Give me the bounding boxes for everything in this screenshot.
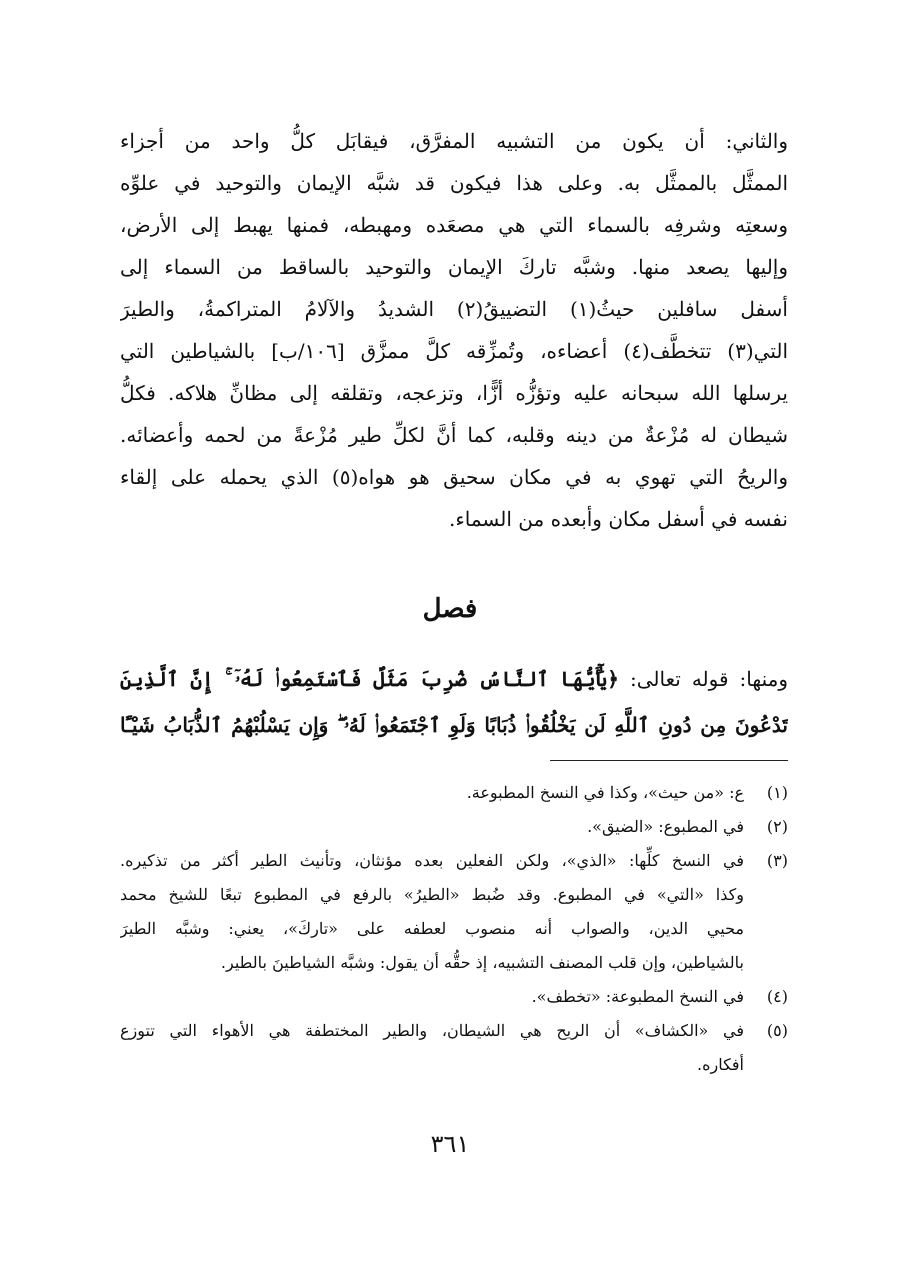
- footnote-number: (٤): [766, 987, 788, 1006]
- footnote-text: بالشياطين، وإن قلب المصنف التشبيه، إذ حقُّه أن يقول: وشبَّه الشياطينَ بالطير.: [220, 953, 744, 972]
- section-heading: فصل: [422, 594, 478, 624]
- footnote: [120, 844, 788, 980]
- footnote-text: وكذا «التي» في المطبوع. وقد ضُبط «الطيرُ» بالرفع في المطبوع تبعًا للشيخ محمد: [120, 885, 744, 904]
- text-line: وسعتِه وشرفِه بالسماء التي هي مصعَده ومهبطه، فمنها يهبط إلى الأرض،: [120, 213, 788, 237]
- text-line: الممثَّل بالممثَّل به. وعلى هذا فيكون قد شبَّه الإيمان والتوحيد في علوِّه: [120, 171, 788, 195]
- footnote-text: محيي الدين، والصواب أنه منصوب لعطفه على «تاركَ»، يعني: وشبَّه الطيرَ: [120, 919, 744, 938]
- footnote-text: في النسخ المطبوعة: «تخطف».: [531, 987, 744, 1006]
- verse-line: [120, 656, 788, 702]
- text-line: يرسلها الله سبحانه عليه وتؤزُّه أزًّا، وتزعجه، وتقلقه إلى مظانِّ هلاكه. فكلُّ: [120, 381, 788, 405]
- footnote-separator: [550, 760, 788, 761]
- text-line: والريحُ التي تهوي به في مكان سحيق هو هواه(٥) الذي يحمله على إلقاء: [120, 465, 788, 489]
- main-text: [120, 120, 788, 540]
- verse-intro: ومنها: قوله تعالى:: [618, 667, 788, 691]
- footnote-number: (٢): [766, 817, 788, 836]
- footnote: [120, 980, 788, 1014]
- quran-verse: تَدْعُونَ مِن دُونِ ٱللَّهِ لَن يَخْلُقُوا۟ ذُبَابًا وَلَوِ ٱجْتَمَعُوا۟ لَهُۥ ۖ وَإِن يَسْلُبْهُمُ ٱلذُّبَابُ شَيْـًٔا: [120, 713, 788, 737]
- footnote-number: (١): [766, 783, 788, 802]
- footnote: [120, 776, 788, 810]
- text-line: والثاني: أن يكون من التشبيه المفرَّق، فيقابَل كلُّ واحد من أجزاء: [120, 129, 788, 153]
- text-line: وإليها يصعد منها. وشبَّه تاركَ الإيمان والتوحيد بالساقط من السماء إلى: [120, 255, 788, 279]
- quran-verse: ﴿يَٰٓأَيُّهَا ٱلنَّاسُ ضُرِبَ مَثَلٌ فَٱسْتَمِعُوا۟ لَهُۥٓ ۚ إِنَّ ٱلَّذِينَ: [120, 667, 619, 691]
- text-line: التي(٣) تتخطَّف(٤) أعضاءه، وتُمزِّقه كلَّ ممزَّق [١٠٦/ب] بالشياطين التي: [120, 339, 788, 363]
- verse-paragraph: [120, 656, 788, 748]
- page-number: ٣٦١: [430, 1130, 470, 1158]
- footnote-text: في «الكشاف» أن الريح هي الشيطان، والطير المختطفة هي الأهواء التي تتوزع: [120, 1021, 744, 1040]
- verse-line: [120, 702, 788, 748]
- footnote-text: أفكاره.: [697, 1055, 744, 1074]
- footnote-text: في النسخ كلِّها: «الذي»، ولكن الفعلين بعده مؤنثان، وتأنيث الطير أكثر من تذكيره.: [120, 851, 744, 870]
- footnote-number: (٥): [766, 1021, 788, 1040]
- text-line: أسفل سافلين حيثُ(١) التضييقُ(٢) الشديدُ والآلامُ المتراكمةُ، والطيرَ: [120, 297, 788, 321]
- footnote: [120, 810, 788, 844]
- text-line: نفسه في أسفل مكان وأبعده من السماء.: [449, 507, 788, 531]
- footnote-number: (٣): [766, 851, 788, 870]
- footnotes: [120, 776, 788, 1082]
- footnote-text: ع: «من حيث»، وكذا في النسخ المطبوعة.: [466, 783, 744, 802]
- text-line: شيطان له مُزْعةٌ من دينه وقلبه، كما أنَّ لكلِّ طير مُزْعةً من لحمه وأعضائه.: [120, 423, 788, 447]
- footnote-text: في المطبوع: «الضيق».: [587, 817, 744, 836]
- footnote: [120, 1014, 788, 1082]
